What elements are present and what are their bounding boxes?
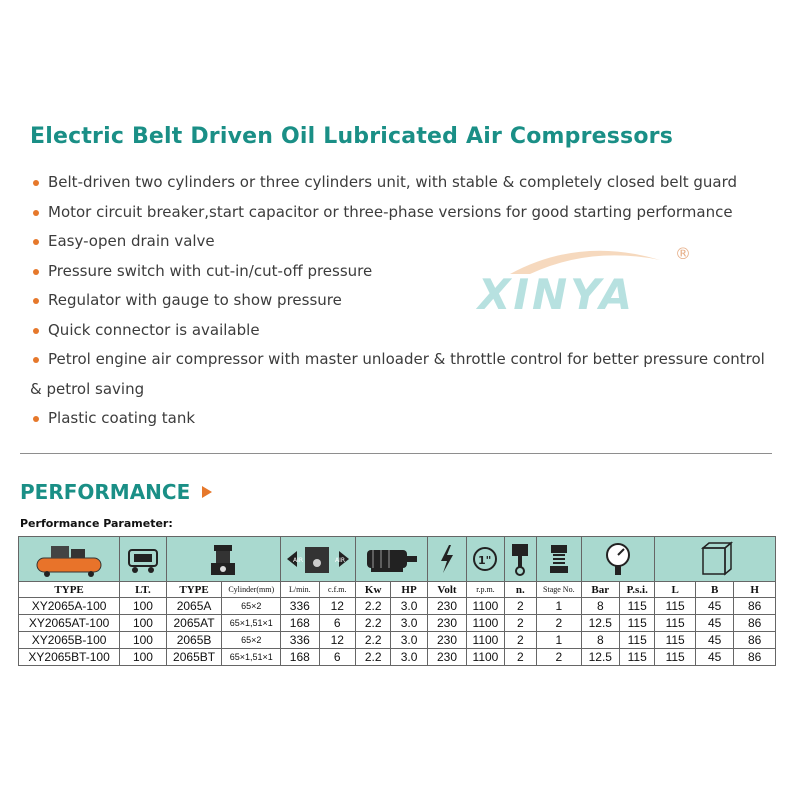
table-cell: 2065AT bbox=[166, 615, 222, 632]
col-header: c.f.m. bbox=[319, 582, 355, 598]
air-flow-icon-cell bbox=[281, 537, 356, 582]
bullet-icon bbox=[33, 357, 39, 363]
table-row bbox=[19, 598, 776, 615]
table-cell: 65×1,51×1 bbox=[222, 649, 281, 666]
performance-subheading: Performance Parameter: bbox=[20, 517, 173, 530]
table-cell: 2.2 bbox=[355, 615, 390, 632]
header-row bbox=[19, 582, 776, 598]
table-cell: 65×2 bbox=[222, 632, 281, 649]
col-header: HP bbox=[391, 582, 427, 598]
table-cell: 3.0 bbox=[391, 632, 427, 649]
table-cell: 65×1,51×1 bbox=[222, 615, 281, 632]
col-header: LT. bbox=[120, 582, 167, 598]
col-header: TYPE bbox=[166, 582, 222, 598]
table-cell: 1 bbox=[537, 632, 582, 649]
tank-icon bbox=[125, 544, 161, 574]
rpm-icon-cell bbox=[467, 537, 504, 582]
table-cell: 65×2 bbox=[222, 598, 281, 615]
table-cell: 230 bbox=[427, 615, 466, 632]
table-cell: 6 bbox=[319, 649, 355, 666]
svg-text:AIR: AIR bbox=[293, 557, 304, 564]
col-header: Bar bbox=[581, 582, 619, 598]
table-cell: 2 bbox=[537, 615, 582, 632]
table-cell: XY2065AT-100 bbox=[19, 615, 120, 632]
bullet-icon bbox=[33, 180, 39, 186]
table-cell: 2 bbox=[504, 615, 536, 632]
feature-item: Regulator with gauge to show pressure bbox=[30, 286, 775, 316]
table-cell: 2 bbox=[504, 632, 536, 649]
gauge-icon-cell bbox=[581, 537, 655, 582]
table-cell: 45 bbox=[695, 598, 733, 615]
table-cell: 336 bbox=[281, 632, 319, 649]
svg-text:1": 1" bbox=[478, 554, 492, 567]
table-cell: 3.0 bbox=[391, 598, 427, 615]
feature-item: Petrol engine air compressor with master unloader & throttle control for better pressure control & petrol saving bbox=[30, 350, 765, 398]
feature-item: Motor circuit breaker,start capacitor or three-phase versions for good starting performance bbox=[30, 198, 775, 228]
table-cell: 2.2 bbox=[355, 598, 390, 615]
table-cell: 45 bbox=[695, 615, 733, 632]
bullet-icon bbox=[33, 298, 39, 304]
table-cell: 2.2 bbox=[355, 632, 390, 649]
table-cell: 2 bbox=[504, 598, 536, 615]
table-cell: XY2065B-100 bbox=[19, 632, 120, 649]
table-cell: 115 bbox=[655, 649, 695, 666]
table-cell: 86 bbox=[734, 649, 776, 666]
feature-item: Plastic coating tank bbox=[30, 404, 775, 434]
table-cell: 12.5 bbox=[581, 615, 619, 632]
table-cell: 3.0 bbox=[391, 649, 427, 666]
table-cell: 168 bbox=[281, 649, 319, 666]
table-cell: 1100 bbox=[467, 615, 504, 632]
table-cell: 1 bbox=[537, 598, 582, 615]
col-header: B bbox=[695, 582, 733, 598]
table-cell: 336 bbox=[281, 598, 319, 615]
table-cell: 115 bbox=[620, 615, 655, 632]
table-cell: 2.2 bbox=[355, 649, 390, 666]
table-cell: 2065B bbox=[166, 632, 222, 649]
piston-icon bbox=[509, 541, 531, 577]
table-cell: 1100 bbox=[467, 649, 504, 666]
registered-mark: ® bbox=[675, 244, 691, 263]
table-cell: 45 bbox=[695, 649, 733, 666]
table-cell: 168 bbox=[281, 615, 319, 632]
table-cell: 8 bbox=[581, 632, 619, 649]
table-row bbox=[19, 615, 776, 632]
motor-icon bbox=[361, 544, 421, 574]
table-cell: 2065A bbox=[166, 598, 222, 615]
logo-wordmark: XINYA bbox=[478, 270, 636, 319]
table-cell: 100 bbox=[120, 649, 167, 666]
xinya-logo bbox=[470, 240, 700, 320]
table-cell: 12 bbox=[319, 632, 355, 649]
stage-icon-cell bbox=[537, 537, 582, 582]
gauge-icon bbox=[603, 541, 633, 577]
page-title: Electric Belt Driven Oil Lubricated Air Compressors bbox=[30, 124, 674, 149]
table-cell: XY2065A-100 bbox=[19, 598, 120, 615]
table-cell: 86 bbox=[734, 598, 776, 615]
table-cell: 115 bbox=[620, 649, 655, 666]
table-cell: 230 bbox=[427, 632, 466, 649]
tank-icon-cell bbox=[120, 537, 167, 582]
col-header: Cylinder(mm) bbox=[222, 582, 281, 598]
rpm-icon bbox=[470, 544, 500, 574]
compressor-icon-cell bbox=[19, 537, 120, 582]
col-header: H bbox=[734, 582, 776, 598]
table-cell: 230 bbox=[427, 598, 466, 615]
piston-icon-cell bbox=[504, 537, 536, 582]
table-cell: 115 bbox=[620, 598, 655, 615]
table-cell: 100 bbox=[120, 598, 167, 615]
box-dimensions-icon-cell bbox=[655, 537, 776, 582]
table-cell: 2065BT bbox=[166, 649, 222, 666]
feature-item: Pressure switch with cut-in/cut-off pressure bbox=[30, 257, 775, 287]
section-divider bbox=[20, 453, 772, 454]
col-header: L bbox=[655, 582, 695, 598]
table-cell: 45 bbox=[695, 632, 733, 649]
air-flow-icon bbox=[283, 541, 353, 577]
performance-heading: PERFORMANCE bbox=[20, 480, 191, 504]
table-cell: XY2065BT-100 bbox=[19, 649, 120, 666]
col-header: Stage No. bbox=[537, 582, 582, 598]
table-cell: 8 bbox=[581, 598, 619, 615]
performance-table bbox=[18, 536, 776, 666]
table-cell: 115 bbox=[655, 615, 695, 632]
bullet-icon bbox=[33, 210, 39, 216]
table-row bbox=[19, 649, 776, 666]
table-cell: 6 bbox=[319, 615, 355, 632]
table-cell: 3.0 bbox=[391, 615, 427, 632]
col-header: n. bbox=[504, 582, 536, 598]
svg-text:AIR: AIR bbox=[335, 557, 346, 564]
feature-item: Belt-driven two cylinders or three cylinders unit, with stable & completely closed belt guard bbox=[30, 168, 775, 198]
motor-icon-cell bbox=[355, 537, 427, 582]
voltage-icon-cell bbox=[427, 537, 466, 582]
col-header: Kw bbox=[355, 582, 390, 598]
bullet-icon bbox=[33, 328, 39, 334]
table-cell: 100 bbox=[120, 615, 167, 632]
feature-item: Quick connector is available bbox=[30, 316, 775, 346]
box-dimensions-icon bbox=[695, 540, 735, 578]
table-cell: 2 bbox=[504, 649, 536, 666]
table-cell: 230 bbox=[427, 649, 466, 666]
table-cell: 86 bbox=[734, 632, 776, 649]
table-cell: 12.5 bbox=[581, 649, 619, 666]
stage-icon bbox=[546, 542, 572, 576]
col-header: P.s.i. bbox=[620, 582, 655, 598]
feature-item: Easy-open drain valve bbox=[30, 227, 775, 257]
table-cell: 2 bbox=[537, 649, 582, 666]
col-header: L/min. bbox=[281, 582, 319, 598]
table-cell: 115 bbox=[655, 598, 695, 615]
col-header: r.p.m. bbox=[467, 582, 504, 598]
table-cell: 86 bbox=[734, 615, 776, 632]
icon-row bbox=[19, 537, 776, 582]
table-cell: 115 bbox=[655, 632, 695, 649]
arrow-right-icon bbox=[202, 486, 212, 498]
table-cell: 100 bbox=[120, 632, 167, 649]
col-header: TYPE bbox=[19, 582, 120, 598]
compressor-icon bbox=[29, 540, 109, 578]
col-header: Volt bbox=[427, 582, 466, 598]
table-row bbox=[19, 632, 776, 649]
pump-icon-cell bbox=[166, 537, 280, 582]
table-cell: 1100 bbox=[467, 598, 504, 615]
table-cell: 115 bbox=[620, 632, 655, 649]
bullet-icon bbox=[33, 239, 39, 245]
bullet-icon bbox=[33, 416, 39, 422]
table-cell: 1100 bbox=[467, 632, 504, 649]
voltage-icon bbox=[437, 543, 457, 575]
bullet-icon bbox=[33, 269, 39, 275]
table-cell: 12 bbox=[319, 598, 355, 615]
pump-icon bbox=[206, 541, 240, 577]
